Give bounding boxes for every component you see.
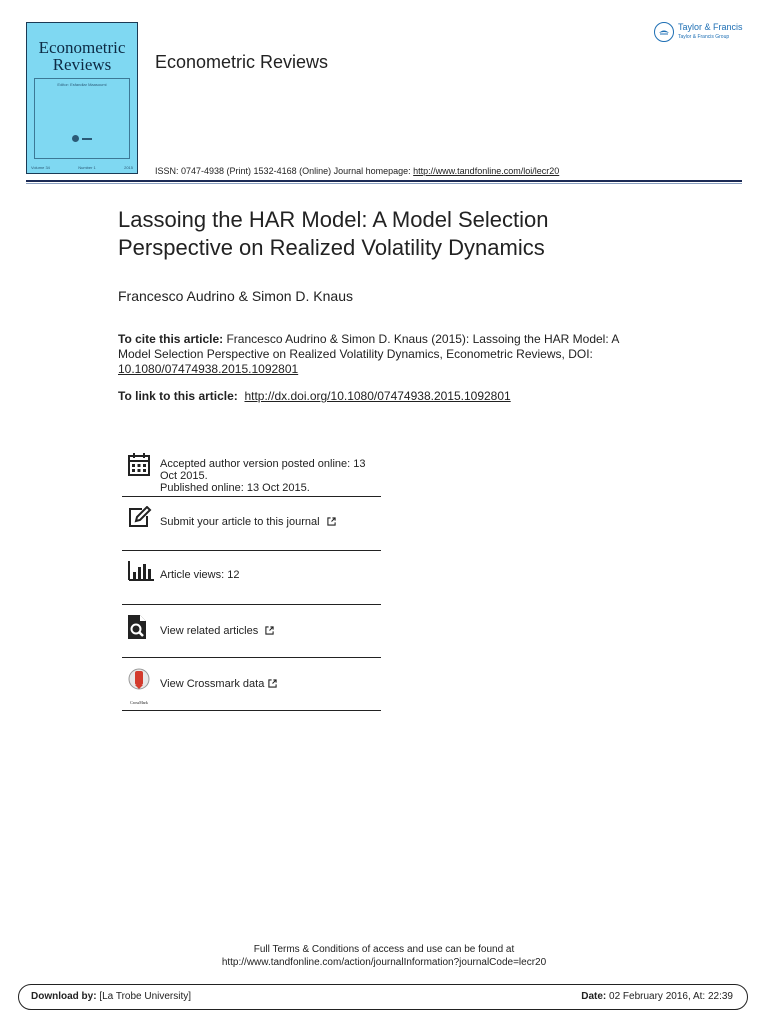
info-row-views[interactable] <box>122 551 381 605</box>
bar-chart-icon <box>128 561 154 586</box>
terms-url[interactable]: http://www.tandfonline.com/action/journalInformation?journalCode=lecr20 <box>221 957 547 968</box>
dates-text <box>160 458 365 494</box>
issn-line <box>155 166 559 176</box>
cover-title <box>27 39 137 73</box>
related-articles-label: View related articles <box>160 625 259 637</box>
journal-cover <box>26 22 138 174</box>
related-articles-link[interactable] <box>160 625 274 637</box>
issn-text: ISSN: 0747-4938 (Print) 1532-4168 (Online) Journal homepage: <box>155 166 414 176</box>
article-doi-link[interactable]: http://dx.doi.org/10.1080/07474938.2015.1092801 <box>244 389 511 403</box>
publisher-logo[interactable] <box>654 22 743 42</box>
article-authors: Francesco Audrino & Simon D. Knaus <box>118 288 354 304</box>
crossmark-icon <box>126 668 152 705</box>
submit-article-link[interactable] <box>160 516 336 528</box>
link-label: To link to this article: <box>118 389 238 403</box>
citation-block <box>118 332 638 377</box>
calendar-icon <box>128 452 150 481</box>
related-articles-icon <box>128 615 148 644</box>
journal-name[interactable]: Econometric Reviews <box>155 52 329 72</box>
cover-footer <box>31 165 133 170</box>
info-row-crossmark[interactable] <box>122 658 381 711</box>
crossmark-label: View Crossmark data <box>160 678 265 690</box>
cover-number: Number 1 <box>78 165 96 170</box>
download-date <box>581 991 733 1002</box>
terms-footer <box>0 943 768 969</box>
journal-homepage-link[interactable]: http://www.tandfonline.com/loi/lecr20 <box>413 166 560 176</box>
accepted-line1: Accepted author version posted online: 13 <box>160 458 366 470</box>
published-line: Published online: 13 Oct 2015. <box>160 482 310 494</box>
article-title <box>118 206 678 262</box>
external-link-icon <box>327 517 336 526</box>
download-bar <box>18 984 748 1010</box>
article-title-line1: Lassoing the HAR Model: A Model Selection <box>118 207 549 232</box>
cite-label: To cite this article: <box>118 332 224 346</box>
header-divider <box>26 180 742 182</box>
date-value: 02 February 2016, At: 22:39 <box>606 991 733 1002</box>
cover-volume: Volume 34 <box>31 165 50 170</box>
article-info-list <box>122 446 381 711</box>
article-views[interactable]: Article views: 12 <box>160 569 240 581</box>
publisher-group: Taylor & Francis Group <box>678 34 730 40</box>
link-block <box>118 389 511 404</box>
external-link-icon <box>265 626 274 635</box>
publisher-name: Taylor & Francis <box>678 22 743 32</box>
cite-doi-link[interactable]: 10.1080/07474938.2015.1092801 <box>118 362 299 376</box>
download-value: [La Trobe University] <box>96 991 192 1002</box>
crossmark-logo-text: CrossMark <box>130 700 148 705</box>
article-title-line2: Perspective on Realized Volatility Dynamics <box>118 235 545 260</box>
cover-logo-line <box>82 138 92 140</box>
cover-logo-icon <box>72 135 79 142</box>
info-row-submit[interactable] <box>122 497 381 551</box>
download-info <box>31 991 191 1002</box>
external-link-icon <box>268 679 277 688</box>
accepted-line2: Oct 2015. <box>160 470 208 482</box>
cover-frame <box>34 78 130 159</box>
download-label: Download by: <box>31 991 97 1002</box>
info-row-related[interactable] <box>122 605 381 658</box>
cover-title-line2: Reviews <box>52 55 112 74</box>
edit-icon <box>128 506 152 533</box>
cover-title-line1: Econometric <box>38 38 126 57</box>
cover-year: 2015 <box>124 165 133 170</box>
taylor-francis-icon <box>654 22 674 42</box>
info-row-dates <box>122 446 381 497</box>
cite-text: Francesco Audrino & Simon D. Knaus (2015): Lassoing the HAR Model: A Model Selection Perspective on Realized Volatility Dynamics, Econometric Reviews, DOI: <box>118 332 619 361</box>
cover-editor: Editor: Esfandiar Maasoumi <box>57 82 107 87</box>
date-label: Date: <box>581 991 607 1002</box>
terms-line1: Full Terms & Conditions of access and use can be found at <box>253 944 515 955</box>
submit-article-label: Submit your article to this journal <box>160 516 320 528</box>
header-divider-thin <box>26 183 742 184</box>
crossmark-link[interactable] <box>160 678 277 690</box>
